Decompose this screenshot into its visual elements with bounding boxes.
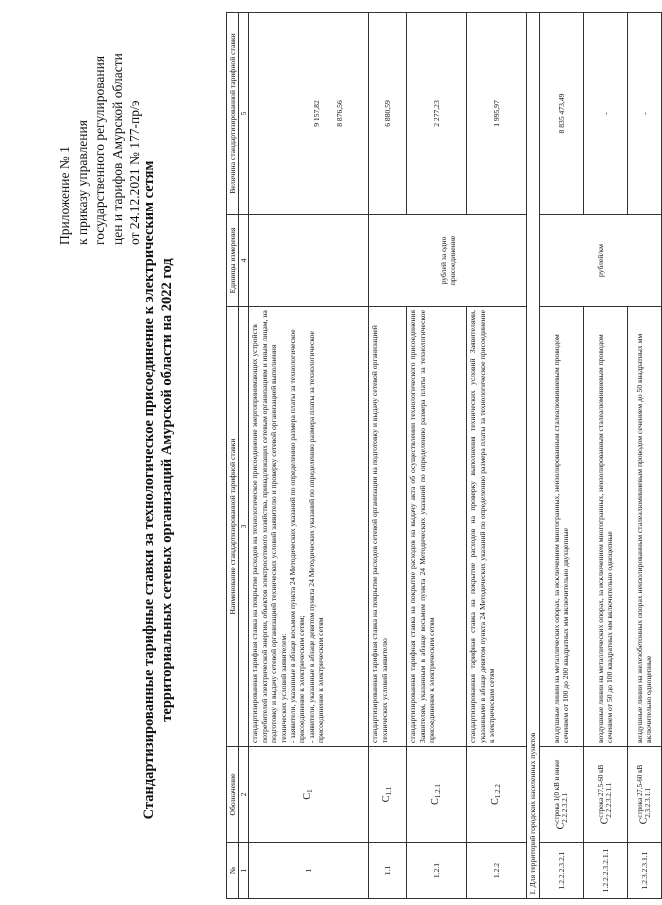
symbol-superscript: строка 27,5-60 кВ <box>636 764 645 818</box>
rate-description: воздушные линии на металлических опорах, за исключением многогранных, неизолированным сталеалюминиевым проводом сечением от 100 до 200 квадратных мм включительно двухцепные <box>539 307 583 747</box>
column-index: 5 <box>239 13 249 215</box>
symbol-stack <box>597 764 614 818</box>
appendix-line: к приказу управления <box>74 120 90 245</box>
rate-value: - <box>627 13 661 215</box>
rate-symbol <box>627 747 661 843</box>
rate-value: 1 995,97 <box>467 13 527 215</box>
rate-unit <box>249 215 369 307</box>
appendix-line: государственного регулирования <box>92 55 107 245</box>
section-row <box>527 13 539 899</box>
symbol-subscript: 2.2.2.3.2.1.1 <box>605 782 614 818</box>
rate-symbol <box>369 747 407 843</box>
description-text: стандартизированная тарифная ставка на покрытие расходов на технологическое присоединение энергопринимающих устройств потребителей электрической энергии, объектов электросетевого хозяйства, принадлежащих сетевым организациям и иным лицам, на подготовку и выдачу сетевой организацией технических условий заявителю и проверку сетевой организацией выполнения технических условий заявителем: <box>250 310 288 743</box>
symbol-letter: С <box>429 798 441 805</box>
value-line: 9 157,82 <box>311 100 321 127</box>
column-index: 2 <box>239 747 249 843</box>
column-index-row <box>239 13 249 899</box>
description-bullet: - заявители, указанные в абзаце девятом пункта 24 Методических указаний по определению размера платы за технологическое присоединение к электрическим сетям <box>306 331 326 743</box>
document-title <box>140 145 176 835</box>
table-row <box>467 13 527 899</box>
rate-symbol <box>407 747 467 843</box>
row-num: 1.2.3.2.3.1.1 <box>627 843 661 899</box>
table-row <box>369 13 407 899</box>
table-header-row <box>227 13 239 899</box>
column-index: 1 <box>239 843 249 899</box>
symbol-subscript: 1 <box>305 789 314 793</box>
rate-unit: рублей/км <box>539 215 661 307</box>
rate-value: 6 880,59 <box>369 13 407 215</box>
row-num: 1 <box>249 843 369 899</box>
title-line: Стандартизированные тарифные ставки за технологическое присоединение к электрическим сетям <box>141 160 157 820</box>
appendix-line: Приложение № 1 <box>57 146 72 245</box>
column-index: 4 <box>239 215 249 307</box>
symbol-subscript: 2.2.2.3.2.1 <box>561 793 570 823</box>
section-title: 1. Для территорий городских населенных пунктов <box>527 13 539 899</box>
table-row <box>539 13 583 899</box>
rate-description: стандартизированная тарифная ставка на покрытие расходов на выдачу акта об осуществлении технологического присоединения Заявителям, указанным в абзаце восьмом пункта 24 Методических указаний по определению размера платы за технологическое присоединение к электрическим сетям <box>407 307 467 747</box>
row-num: 1.2.2.2.3.2.1.1 <box>583 843 627 899</box>
row-num: 1.2.2 <box>467 843 527 899</box>
rate-unit: рублей за одно присоединение <box>369 215 527 307</box>
symbol-subscript: 1.1 <box>384 786 393 796</box>
row-num: 1.2.2.2.3.2.1 <box>539 843 583 899</box>
tariff-table <box>226 12 662 899</box>
value-line: 8 876,56 <box>334 100 344 127</box>
symbol-letter: С <box>301 792 313 800</box>
symbol-subscript: 2.3.2.3.1.1 <box>644 787 653 818</box>
rate-description <box>249 307 369 747</box>
symbol-letter: С <box>380 795 392 803</box>
symbol-superscript: строка 27,5-60 кВ <box>597 764 606 818</box>
header-designation: Обозначение <box>227 747 239 843</box>
rate-description: стандартизированная тарифная ставка на покрытие расходов на проверку выполнения технических условий Заявителями, указанными в абзаце девятом пункта 24 Методических указаний по определению размера платы за технологическое присоединение к электрическим сетям <box>467 307 527 747</box>
rate-value: 8 835 473,49 <box>539 13 583 215</box>
row-num: 1.2.1 <box>407 843 467 899</box>
header-value: Величина стандартизированной тарифной ставки <box>227 13 239 215</box>
header-num: № <box>227 843 239 899</box>
rate-symbol <box>249 747 369 843</box>
symbol-letter: С <box>599 817 611 825</box>
symbol-letter: С <box>555 822 567 830</box>
appendix-line: цен и тарифов Амурской области <box>109 53 125 245</box>
symbol-stack <box>636 764 653 818</box>
symbol-letter: С <box>638 817 650 825</box>
row-num: 1.1 <box>369 843 407 899</box>
rate-value: 2 277,23 <box>407 13 467 215</box>
table-row <box>583 13 627 899</box>
symbol-subscript: 1.2.2 <box>493 784 502 799</box>
symbol-subscript: 1.2.1 <box>433 784 442 799</box>
rate-description: воздушные линии на металлических опорах, за исключением многогранных, неизолированным сталеалюминиевым проводом сечением от 50 до 100 квадратных мм включительно одноцепные <box>583 307 627 747</box>
description-bullet: - заявители, указанные в абзаце восьмом пункта 24 Методических указаний по определению размера платы за технологическое присоединение к электрическим сетям; <box>288 329 307 743</box>
rate-description: стандартизированная тарифная ставка на покрытие расходов сетевой организации на подготовку и выдачу сетевой организацией технических условий заявителю <box>369 307 407 747</box>
table-row <box>407 13 467 899</box>
symbol-stack <box>553 759 570 823</box>
header-unit: Единицы измерения <box>227 215 239 307</box>
header-name: Наименование стандартизированной тарифной ставки <box>227 307 239 747</box>
table-row <box>249 13 369 899</box>
rate-description: воздушные линии на железобетонных опорах неизолированным сталеалюминиевым проводом сечением до 50 квадратных мм включительно одноцепные <box>627 307 661 747</box>
column-index: 3 <box>239 307 249 747</box>
appendix-block <box>56 15 144 245</box>
appendix-line: от 24.12.2021 № 177-пр/э <box>127 100 142 245</box>
title-line: территориальных сетевых организаций Амурской области на 2022 год <box>159 258 175 722</box>
symbol-letter: С <box>489 798 501 805</box>
table-row <box>627 13 661 899</box>
symbol-superscript: строка 1(0 кВ и ниже <box>553 759 562 823</box>
rate-value <box>249 13 369 215</box>
rate-symbol <box>539 747 583 843</box>
rate-symbol <box>467 747 527 843</box>
rate-symbol <box>583 747 627 843</box>
rate-value: - <box>583 13 627 215</box>
